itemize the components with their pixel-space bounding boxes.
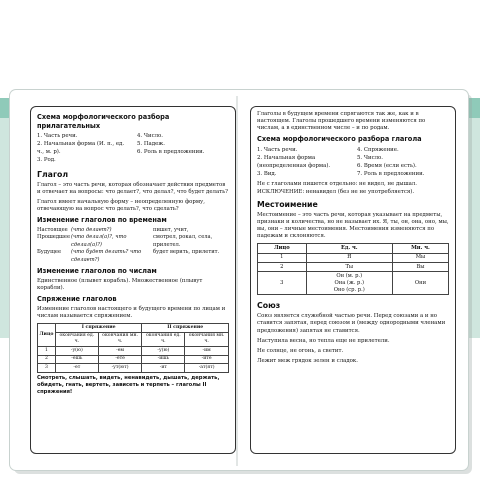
- tense-row: [37, 249, 229, 264]
- union-title: Союз: [257, 301, 281, 311]
- adjective-scheme-list: [37, 132, 229, 164]
- scheme-item: 5. Число.: [357, 155, 384, 162]
- pronoun-definition: Местоимение – это часть речи, которая указывает на предметы, признаки и количества, но не называет их. Я, ты, он, она, оно, мы, вы, они – личные местоимения. Местоимения изменяются по падежам и склоняются.: [257, 211, 449, 240]
- tense-example: смотрел, рокал, села, прилетел.: [153, 234, 213, 248]
- number-title: Изменение глаголов по числам: [37, 267, 157, 276]
- adj-item: 4. Число.: [137, 133, 164, 140]
- verb-definition: Глагол – это часть речи, которая обозначает действия предметов и отвечает на вопросы: что делает?, что делал?, что будет делать?: [37, 181, 228, 195]
- tense-row: [37, 234, 229, 249]
- adj-item: 2. Начальная форма (И. п., ед. ч., м. р).: [37, 141, 125, 156]
- table-row: 3 Он (м. р.) Она (ж. р.) Оно (ср. р.) Они: [258, 272, 449, 295]
- adj-item: 3. Род.: [37, 157, 56, 164]
- scheme-item: 1. Часть речи.: [257, 146, 298, 153]
- table-header: Ед. ч.: [306, 244, 392, 253]
- union-definition: Союз является служебной частью речи. Перед союзами а и но ставится запятая, перед союзом и (между однородными членами предложения) запятая не ставится.: [257, 313, 446, 334]
- table-row: 3 -ет -ут(ют) -ит -ат(ят): [38, 364, 229, 373]
- table-header: Мн. ч.: [392, 244, 448, 253]
- union-example: Лежит меж грядок зелен и сладок.: [257, 357, 358, 364]
- right-page-panel: [250, 106, 456, 454]
- scheme-item: 3. Вид.: [257, 171, 277, 178]
- table-subheader: окончания мн. ч.: [185, 332, 229, 347]
- verb-infinitive-note: Глагол имеет начальную форму – неопределенную форму, отвечающую на вопрос что делать?, что сделать?: [37, 198, 205, 213]
- verb-title: Глагол: [37, 169, 69, 179]
- background-top: [0, 0, 480, 98]
- future-tense-text: Глаголы в будущем времени спрягаются так же, как и в настоящем. Глаголы прошедшего времени изменяются по числам, а в единственном числе – и по родам.: [257, 111, 426, 132]
- second-conjugation-note: Смотреть, слышать, видеть, ненавидеть, дышать, держать, обидеть, гнать, вертеть, зависеть и терпеть – глаголы II спряжения!: [37, 374, 220, 395]
- tense-list: [37, 227, 229, 265]
- table-subheader: окончания ед. ч.: [55, 332, 98, 347]
- scheme-item: 2. Начальная форма (неопределенная форма).: [257, 155, 331, 170]
- table-row: 1 Я Мы: [258, 253, 449, 262]
- adj-item: 1. Часть речи.: [37, 133, 78, 140]
- table-header: II спряжение: [142, 324, 229, 333]
- conjugation-title: Спряжение глаголов: [37, 295, 117, 304]
- adj-item: 5. Падеж.: [137, 141, 165, 148]
- verb-scheme-title: Схема морфологического разбора глагола: [257, 135, 422, 144]
- pronoun-title: Местоимение: [257, 199, 318, 209]
- table-subheader: окончания мн. ч.: [98, 332, 142, 347]
- number-text: Единственное (плывет корабль). Множественное (плывут корабли).: [37, 277, 203, 292]
- tense-question: (что делает?): [71, 226, 112, 233]
- tense-question: (что будет делать? что сделает?): [71, 249, 142, 263]
- scheme-item: 4. Спряжение.: [357, 146, 399, 153]
- table-row: 1 -у(ю) -ем -у(ю) -им: [38, 347, 229, 356]
- tense-label: Настоящее: [37, 226, 68, 233]
- left-page-panel: [30, 106, 236, 454]
- tense-example: пишет, учит,: [153, 226, 189, 233]
- conjugation-table: [37, 323, 229, 373]
- tense-example: будет верить, прилетит.: [153, 249, 220, 256]
- table-header: Лицо: [258, 244, 307, 253]
- table-header: Лицо: [38, 324, 56, 347]
- verb-scheme-list: [257, 146, 449, 178]
- tense-label: Будущее: [37, 249, 62, 256]
- table-row: 2 Ты Вы: [258, 262, 449, 271]
- scheme-item: 7. Роль в предложении.: [357, 171, 425, 178]
- pronoun-table: [257, 243, 449, 295]
- book-spine: [236, 96, 238, 466]
- union-example: Не солнце, не огонь, а светит.: [257, 347, 344, 354]
- table-header: I спряжение: [55, 324, 142, 333]
- tense-row: [37, 227, 229, 235]
- union-example: Наступила весна, но тепла еще не прилетели.: [257, 337, 390, 344]
- table-row: 2 -ешь -ете -ишь -ите: [38, 355, 229, 364]
- adj-item: 6. Роль в предложении.: [137, 149, 205, 156]
- table-subheader: окончания ед. ч.: [142, 332, 185, 347]
- tense-question: (что делал(а)?, что сделал(а)?): [71, 234, 127, 248]
- tense-title: Изменение глаголов по временам: [37, 216, 167, 225]
- tense-label: Прошедшее: [37, 234, 71, 241]
- adjective-scheme-title: Схема морфологического разбора прилагательных: [37, 113, 170, 130]
- conjugation-text: Изменение глаголов настоящего и будущего времени по лицам и числам называется спряжением.: [37, 305, 226, 319]
- ne-rule-text: Не с глаголами пишется отдельно: не видел, не дышал. ИСКЛЮЧЕНИЕ: ненавидел (без не не употребляется).: [257, 181, 417, 195]
- scheme-item: 6. Время (если есть).: [357, 163, 417, 170]
